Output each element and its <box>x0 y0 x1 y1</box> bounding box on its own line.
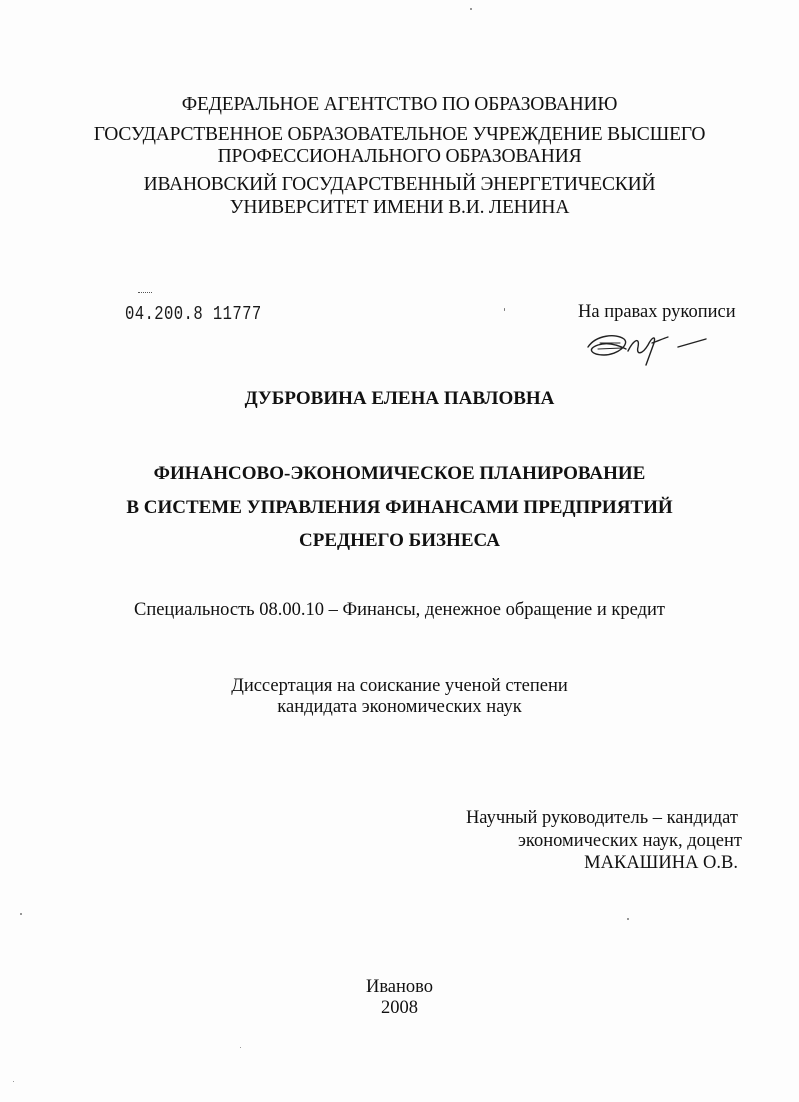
degree-line-2: кандидата экономических наук <box>277 697 522 717</box>
header-agency: ФЕДЕРАЛЬНОЕ АГЕНТСТВО ПО ОБРАЗОВАНИЮ <box>181 94 618 115</box>
header-university-cont: УНИВЕРСИТЕТ ИМЕНИ В.И. ЛЕНИНА <box>229 197 570 218</box>
scan-speck <box>470 8 472 10</box>
scan-speck <box>504 308 505 311</box>
scan-speck <box>13 1081 14 1082</box>
supervisor-line-1: Научный руководитель – кандидат <box>465 808 738 828</box>
specialty: Специальность 08.00.10 – Финансы, денежное обращение и кредит <box>133 600 665 620</box>
header-institution-type: ГОСУДАРСТВЕННОЕ ОБРАЗОВАТЕЛЬНОЕ УЧРЕЖДЕНИЕ ВЫСШЕГО <box>93 124 706 145</box>
scan-speck <box>240 1047 241 1048</box>
dissertation-title-line-2: В СИСТЕМЕ УПРАВЛЕНИЯ ФИНАНСАМИ ПРЕДПРИЯТИЙ <box>126 497 673 518</box>
degree-line-1: Диссертация на соискание ученой степени <box>231 676 568 696</box>
dissertation-title-line-3: СРЕДНЕГО БИЗНЕСА <box>299 530 500 551</box>
stamp-mark <box>138 292 152 295</box>
year: 2008 <box>381 998 418 1018</box>
header-university: ИВАНОВСКИЙ ГОСУДАРСТВЕННЫЙ ЭНЕРГЕТИЧЕСКИЙ <box>143 174 656 195</box>
scan-speck <box>20 913 22 915</box>
library-stamp-number: 04.200.8 11777 <box>125 303 262 325</box>
city: Иваново <box>365 977 434 997</box>
scan-speck <box>627 918 629 920</box>
author-name: ДУБРОВИНА ЕЛЕНА ПАВЛОВНА <box>244 388 555 409</box>
dissertation-title-line-1: ФИНАНСОВО-ЭКОНОМИЧЕСКОЕ ПЛАНИРОВАНИЕ <box>153 463 646 484</box>
supervisor-name: МАКАШИНА О.В. <box>584 853 738 873</box>
header-institution-type-cont: ПРОФЕССИОНАЛЬНОГО ОБРАЗОВАНИЯ <box>217 146 582 167</box>
handwritten-signature <box>582 325 712 367</box>
supervisor-line-2: экономических наук, доцент <box>517 831 742 851</box>
manuscript-rights-label: На правах рукописи <box>578 302 736 322</box>
